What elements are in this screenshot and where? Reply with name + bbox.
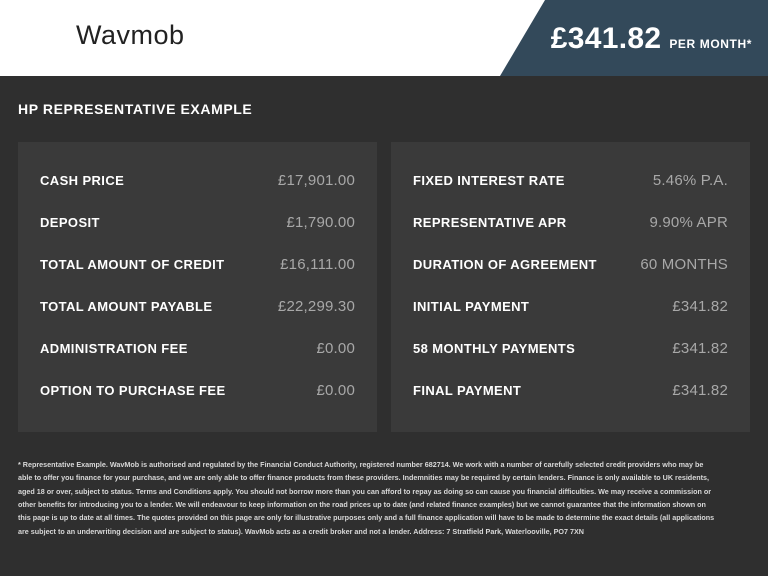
finance-details-panels [18, 142, 750, 432]
table-row [413, 246, 728, 288]
page-title: HP REPRESENTATIVE EXAMPLE [18, 101, 253, 117]
table-row [413, 288, 728, 330]
finance-panel-left [18, 142, 377, 432]
table-row [413, 162, 728, 204]
table-row [40, 246, 355, 288]
brand-logo: Wavmob [76, 20, 185, 50]
monthly-price-suffix: PER MONTH* [669, 37, 752, 51]
row-label: FINAL PAYMENT [413, 383, 522, 398]
page-header [0, 0, 768, 76]
row-value: 60 MONTHS [640, 256, 728, 273]
row-label: DEPOSIT [40, 215, 100, 230]
row-label: OPTION TO PURCHASE FEE [40, 383, 226, 398]
row-value: 5.46% P.A. [652, 172, 728, 189]
row-label: 58 MONTHLY PAYMENTS [413, 341, 576, 356]
monthly-price-value: £341.82 [550, 22, 662, 55]
row-value: £0.00 [316, 340, 355, 357]
finance-panel-right [391, 142, 750, 432]
row-label: REPRESENTATIVE APR [413, 215, 567, 230]
row-label: DURATION OF AGREEMENT [413, 257, 597, 272]
table-row [413, 330, 728, 372]
table-row [40, 330, 355, 372]
disclaimer-text: * Representative Example. WavMob is authorised and regulated by the Financial Conduct Authority, registered number 682714. We work with a number of carefully selected credit providers who may be able to offer you finance for your purchase, and we are only able to offer finance products from these providers. Indemnities may be required by certain lenders. Finance is only available to UK residents, aged 18 or over, subject to status. Terms and Conditions apply. You should not borrow more than you can afford to repay as doing so can cause you financial difficulties. We may receive a commission or other benefits for introducing you to a lender. We will endeavour to keep information on the road prices up to date (and related finance examples) but we cannot guarantee that the information shown on this page is up to date at all times. The quotes provided on this page are only for illustrative purposes only and a full finance application will have to be made to determine the exact details (all applications are subject to an underwriting decision and are subject to status). WavMob acts as a credit broker and not a lender. Address: 7 Stratfield Park, Waterlooville, PO7 7XN [18, 460, 715, 536]
row-value: £0.00 [316, 382, 355, 399]
row-value: £341.82 [672, 340, 728, 357]
row-label: ADMINISTRATION FEE [40, 341, 188, 356]
row-label: FIXED INTEREST RATE [413, 173, 565, 188]
row-value: £341.82 [672, 298, 728, 315]
row-value: £16,111.00 [280, 256, 355, 273]
row-value: £1,790.00 [286, 214, 355, 231]
row-value: £17,901.00 [277, 172, 355, 189]
table-row [40, 288, 355, 330]
row-value: £22,299.30 [277, 298, 355, 315]
row-label: CASH PRICE [40, 173, 125, 188]
row-label: TOTAL AMOUNT OF CREDIT [40, 257, 225, 272]
table-row [40, 204, 355, 246]
table-row [40, 162, 355, 204]
row-value: 9.90% APR [649, 214, 728, 231]
table-row [413, 204, 728, 246]
row-label: TOTAL AMOUNT PAYABLE [40, 299, 213, 314]
table-row [413, 372, 728, 414]
row-label: INITIAL PAYMENT [413, 299, 530, 314]
table-row [40, 372, 355, 414]
monthly-price-block [551, 22, 752, 56]
row-value: £341.82 [672, 382, 728, 399]
